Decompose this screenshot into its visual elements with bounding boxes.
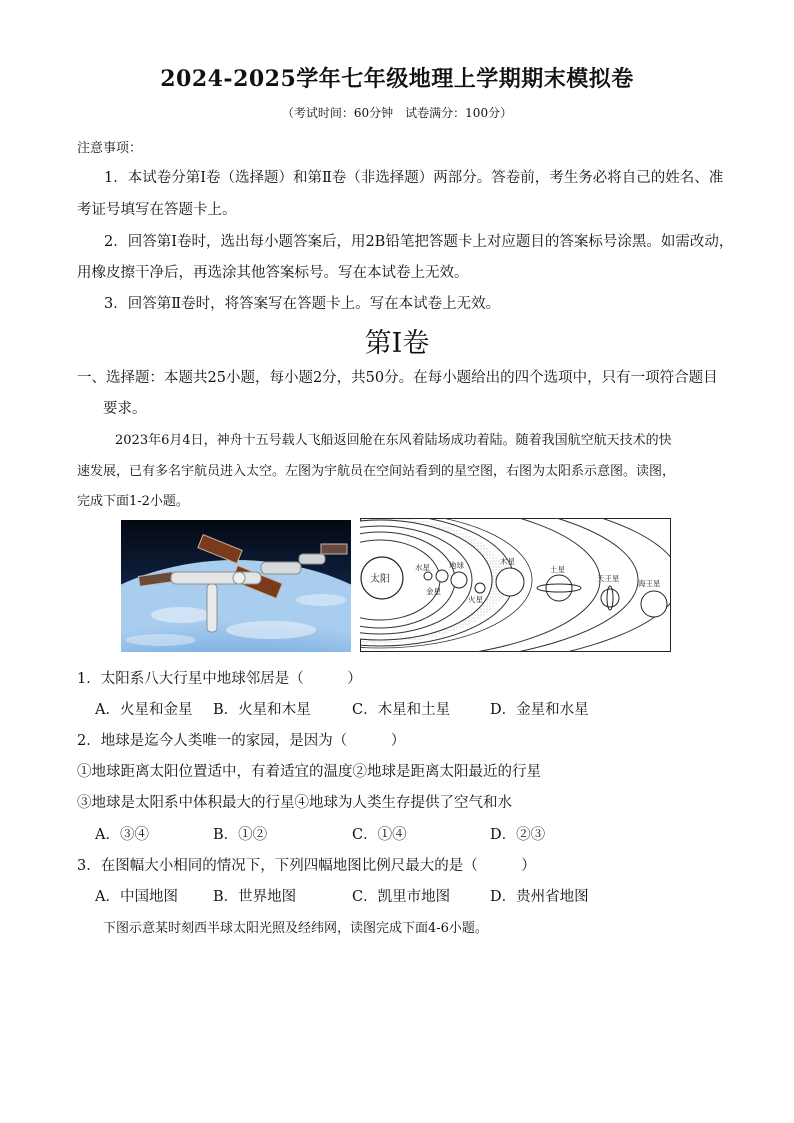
notice-item-1-line2: 考证号填写在答题卡上。 [77, 202, 237, 218]
q3-option-b: B．世界地图 [213, 889, 297, 905]
notice-item-2-line2: 用橡皮擦干净后，再选涂其他答案标号。写在本试卷上无效。 [77, 265, 469, 281]
q1-option-a: A．火星和金星 [95, 702, 193, 718]
q2-statement-line2: ③地球是太阳系中体积最大的行星④地球为人类生存提供了空气和水 [77, 795, 512, 811]
q3-option-a: A．中国地图 [95, 889, 178, 905]
planet-label-mars: 火星 [468, 595, 483, 604]
planet-label-saturn: 土星 [550, 565, 565, 574]
q1-option-c: C．木星和土星 [352, 702, 451, 718]
q3-option-c: C．凯里市地图 [352, 889, 451, 905]
q1-option-d: D．金星和水星 [490, 702, 589, 718]
q3-stem: 3．在图幅大小相同的情况下，下列四幅地图比例尺最大的是（ ） [77, 858, 536, 874]
planet-label-neptune: 海王星 [638, 579, 661, 588]
notice-heading: 注意事项： [77, 141, 143, 156]
q2-option-d: D．②③ [490, 827, 546, 843]
passage-1-line1: 2023年6月4日，神舟十五号载人飞船返回舱在东风着陆场成功着陆。随着我国航空航天技术的快 [115, 433, 672, 448]
planet-label-uranus: 天王星 [597, 574, 620, 583]
q3-option-d: D．贵州省地图 [490, 889, 589, 905]
volume-heading: 第Ⅰ卷 [364, 328, 430, 359]
planet-label-mercury: 水星 [415, 563, 430, 572]
q1-option-b: B．火星和木星 [213, 702, 311, 718]
solar-system-diagram [360, 518, 671, 652]
q2-option-c: C．①④ [352, 827, 407, 843]
q2-option-a: A．③④ [95, 827, 149, 843]
q2-option-b: B．①② [213, 827, 268, 843]
notice-item-2-line1: 2．回答第Ⅰ卷时，选出每小题答案后，用2B铅笔把答题卡上对应题目的答案标号涂黑。如需改动， [104, 234, 734, 250]
exam-title: 2024-2025学年七年级地理上学期期末模拟卷 [160, 66, 634, 92]
q2-stem: 2．地球是迄今人类唯一的家园，是因为（ ） [77, 733, 406, 749]
section-1-line2: 要求。 [103, 401, 147, 417]
notice-item-3: 3．回答第Ⅱ卷时，将答案写在答题卡上。写在本试卷上无效。 [104, 296, 501, 312]
notice-item-1-line1: 1．本试卷分第Ⅰ卷（选择题）和第Ⅱ卷（非选择题）两部分。答卷前，考生务必将自己的姓名、准 [104, 170, 724, 186]
q1-stem: 1．太阳系八大行星中地球邻居是（ ） [77, 671, 362, 687]
passage-1-line3: 完成下面1-2小题。 [77, 494, 189, 509]
q2-statement-line1: ①地球距离太阳位置适中，有着适宜的温度②地球是距离太阳最近的行星 [77, 764, 541, 780]
sun-label: 太阳 [370, 574, 390, 585]
passage-1-line2: 速发展，已有多名宇航员进入太空。左图为宇航员在空间站看到的星空图，右图为太阳系示意图。读图， [77, 464, 676, 479]
planet-label-jupiter: 木星 [500, 557, 515, 566]
section-1-line1: 一、选择题：本题共25小题，每小题2分，共50分。在每小题给出的四个选项中，只有一项符合题目 [77, 370, 718, 386]
planet-label-venus: 金星 [426, 587, 441, 596]
planet-label-earth: 地球 [449, 561, 464, 570]
space-station-photo [121, 520, 351, 652]
passage-2: 下图示意某时刻西半球太阳光照及经纬网，读图完成下面4-6小题。 [103, 921, 488, 936]
exam-subtitle: （考试时间：60分钟 试卷满分：100分） [281, 106, 513, 120]
